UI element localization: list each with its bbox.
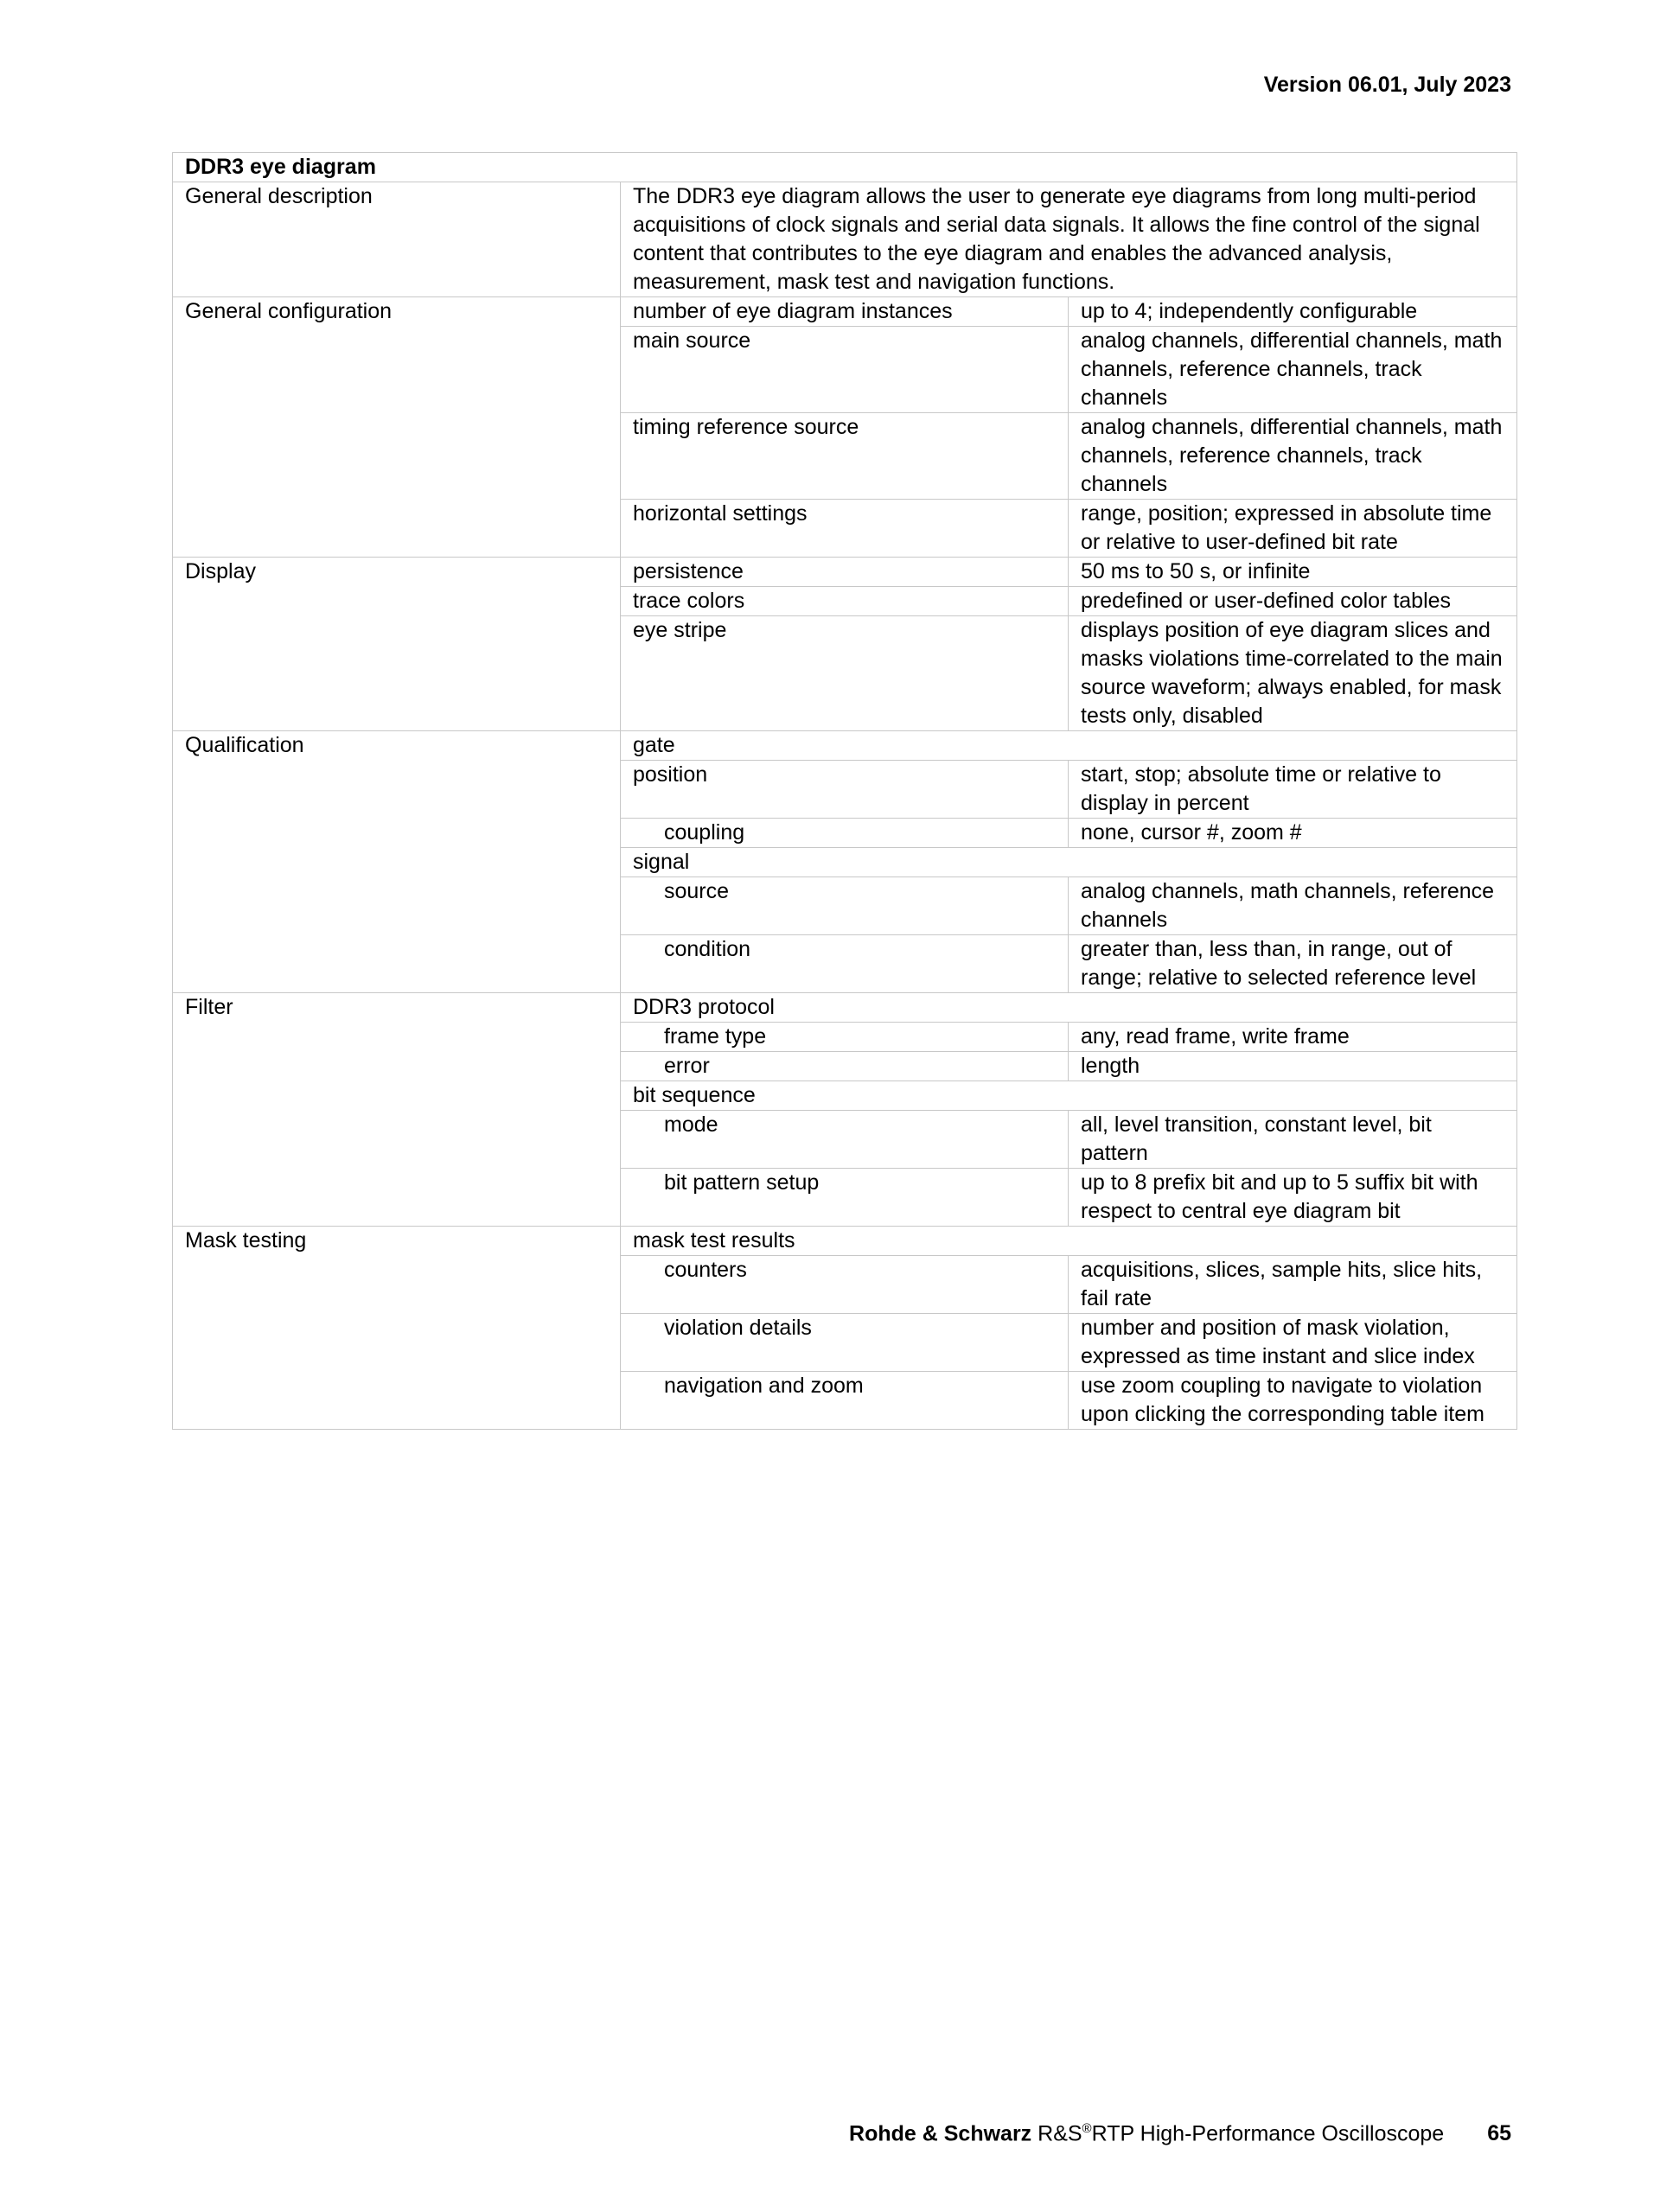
param-name: violation details: [621, 1314, 1069, 1372]
section-label-qualification: Qualification: [173, 731, 621, 993]
param-name: coupling: [621, 819, 1069, 848]
param-name: trace colors: [621, 587, 1069, 616]
param-name: main source: [621, 327, 1069, 413]
section-label-display: Display: [173, 558, 621, 731]
footer-product-prefix: R&S: [1038, 2121, 1082, 2146]
param-value: length: [1069, 1052, 1517, 1081]
param-name: mode: [621, 1111, 1069, 1169]
table-row: [173, 731, 1517, 761]
footer-product-name: RTP High-Performance Oscilloscope: [1091, 2121, 1445, 2146]
table-row: [173, 297, 1517, 327]
param-value: analog channels, math channels, reference channels: [1069, 877, 1517, 935]
param-name: source: [621, 877, 1069, 935]
param-group-heading: DDR3 protocol: [621, 993, 1517, 1023]
param-name: number of eye diagram instances: [621, 297, 1069, 327]
param-value: 50 ms to 50 s, or infinite: [1069, 558, 1517, 587]
footer-brand: Rohde & Schwarz: [849, 2121, 1032, 2146]
section-label-filter: Filter: [173, 993, 621, 1227]
param-value: start, stop; absolute time or relative to display in percent: [1069, 761, 1517, 819]
param-value: predefined or user-defined color tables: [1069, 587, 1517, 616]
param-name: navigation and zoom: [621, 1372, 1069, 1430]
param-value: all, level transition, constant level, bit pattern: [1069, 1111, 1517, 1169]
param-name: timing reference source: [621, 413, 1069, 500]
param-name: persistence: [621, 558, 1069, 587]
param-group-heading: gate: [621, 731, 1517, 761]
table-row: [173, 993, 1517, 1023]
table-row: [173, 558, 1517, 587]
param-value: greater than, less than, in range, out of range; relative to selected reference level: [1069, 935, 1517, 993]
param-name: frame type: [621, 1023, 1069, 1052]
param-value: analog channels, differential channels, math channels, reference channels, track channels: [1069, 327, 1517, 413]
param-value: none, cursor #, zoom #: [1069, 819, 1517, 848]
table-row: [173, 1227, 1517, 1256]
param-value: range, position; expressed in absolute time or relative to user-defined bit rate: [1069, 500, 1517, 558]
param-name: bit pattern setup: [621, 1169, 1069, 1227]
param-name: error: [621, 1052, 1069, 1081]
table-title-row: [173, 153, 1517, 182]
section-label-general-description: General description: [173, 182, 621, 297]
page-number: 65: [1487, 2121, 1511, 2146]
version-header: Version 06.01, July 2023: [1263, 73, 1511, 97]
param-group-heading: mask test results: [621, 1227, 1517, 1256]
table-title: DDR3 eye diagram: [173, 153, 1517, 182]
param-group-heading: signal: [621, 848, 1517, 877]
param-value: displays position of eye diagram slices and masks violations time-correlated to the main source waveform; always enabled, for mask tests only, disabled: [1069, 616, 1517, 731]
param-value: any, read frame, write frame: [1069, 1023, 1517, 1052]
param-value: number and position of mask violation, expressed as time instant and slice index: [1069, 1314, 1517, 1372]
param-name: eye stripe: [621, 616, 1069, 731]
section-label-general-configuration: General configuration: [173, 297, 621, 558]
param-name: position: [621, 761, 1069, 819]
param-value: use zoom coupling to navigate to violation upon clicking the corresponding table item: [1069, 1372, 1517, 1430]
param-value: up to 4; independently configurable: [1069, 297, 1517, 327]
param-value: up to 8 prefix bit and up to 5 suffix bit with respect to central eye diagram bit: [1069, 1169, 1517, 1227]
page-footer: [849, 2121, 1511, 2146]
param-name: counters: [621, 1256, 1069, 1314]
table-row: [173, 182, 1517, 297]
param-value: analog channels, differential channels, math channels, reference channels, track channels: [1069, 413, 1517, 500]
spec-table: [172, 152, 1517, 1430]
param-name: horizontal settings: [621, 500, 1069, 558]
param-name: condition: [621, 935, 1069, 993]
param-value: acquisitions, slices, sample hits, slice hits, fail rate: [1069, 1256, 1517, 1314]
general-description-text: The DDR3 eye diagram allows the user to generate eye diagrams from long multi-period acquisitions of clock signals and serial data signals. It allows the fine control of the signal content that contributes to the eye diagram and enables the advanced analysis, measurement, mask test and navigation functions.: [621, 182, 1517, 297]
param-group-heading: bit sequence: [621, 1081, 1517, 1111]
section-label-mask-testing: Mask testing: [173, 1227, 621, 1430]
registered-mark: ®: [1082, 2121, 1092, 2136]
